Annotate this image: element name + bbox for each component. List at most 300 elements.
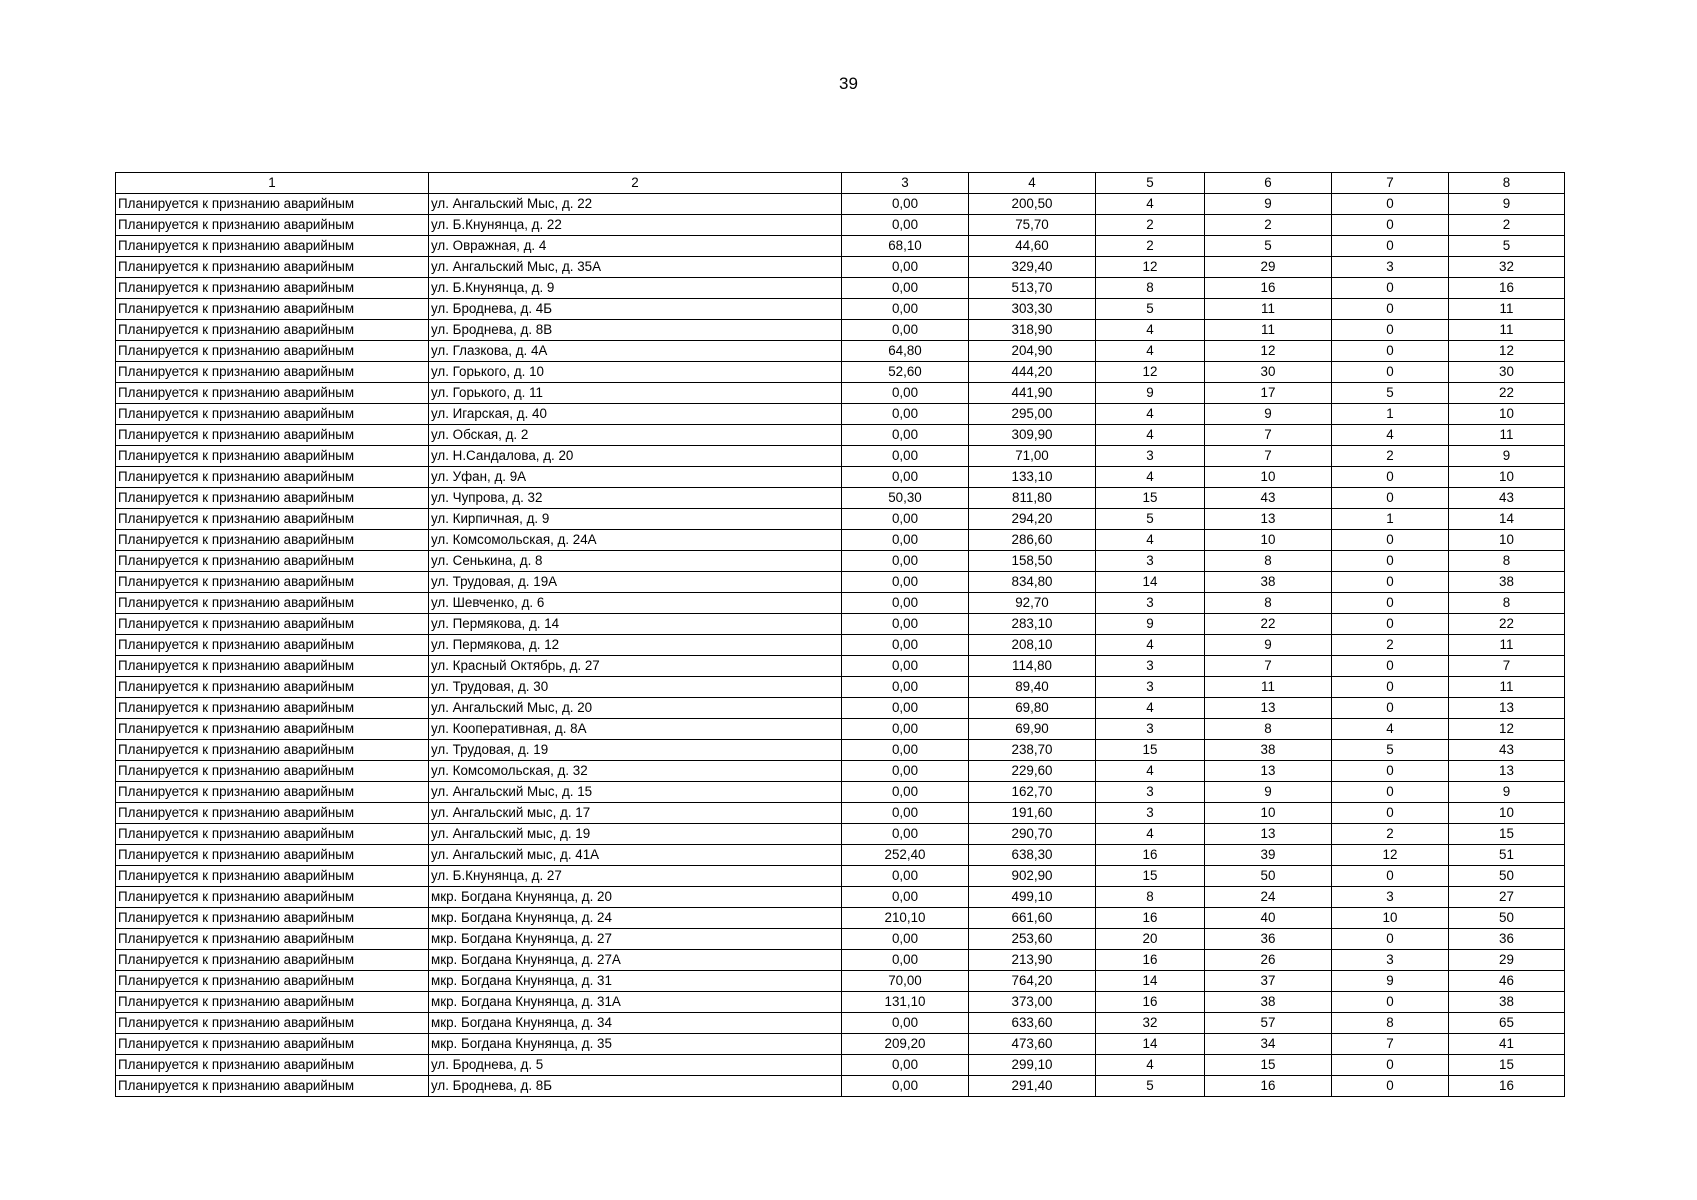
status-cell: Планируется к признанию аварийным	[116, 719, 429, 740]
col3-cell: 0,00	[842, 215, 969, 236]
col6-cell: 40	[1205, 908, 1332, 929]
status-cell: Планируется к признанию аварийным	[116, 404, 429, 425]
address-cell: мкр. Богдана Кнунянца, д. 35	[429, 1034, 842, 1055]
col5-cell: 20	[1096, 929, 1205, 950]
status-cell: Планируется к признанию аварийным	[116, 1055, 429, 1076]
col3-cell: 0,00	[842, 593, 969, 614]
address-cell: ул. Красный Октябрь, д. 27	[429, 656, 842, 677]
total-cell: 11	[1449, 425, 1565, 446]
col3-cell: 0,00	[842, 1013, 969, 1034]
col3-cell: 0,00	[842, 929, 969, 950]
address-cell: ул. Обская, д. 2	[429, 425, 842, 446]
col6-cell: 8	[1205, 593, 1332, 614]
col3-cell: 0,00	[842, 425, 969, 446]
status-cell: Планируется к признанию аварийным	[116, 488, 429, 509]
col7-cell: 0	[1332, 572, 1449, 593]
total-cell: 16	[1449, 1076, 1565, 1097]
col7-cell: 12	[1332, 845, 1449, 866]
table-row	[116, 467, 1565, 488]
address-cell: ул. Шевченко, д. 6	[429, 593, 842, 614]
col6-cell: 15	[1205, 1055, 1332, 1076]
total-cell: 16	[1449, 278, 1565, 299]
col5-cell: 3	[1096, 803, 1205, 824]
column-header-4: 4	[969, 173, 1096, 194]
col6-cell: 10	[1205, 467, 1332, 488]
area-cell: 499,10	[969, 887, 1096, 908]
area-cell: 238,70	[969, 740, 1096, 761]
col5-cell: 9	[1096, 383, 1205, 404]
address-cell: ул. Горького, д. 10	[429, 362, 842, 383]
col6-cell: 34	[1205, 1034, 1332, 1055]
area-cell: 200,50	[969, 194, 1096, 215]
col6-cell: 7	[1205, 656, 1332, 677]
area-cell: 309,90	[969, 425, 1096, 446]
area-cell: 162,70	[969, 782, 1096, 803]
address-cell: ул. Б.Кнунянца, д. 9	[429, 278, 842, 299]
table-row	[116, 761, 1565, 782]
col5-cell: 3	[1096, 593, 1205, 614]
table-row	[116, 509, 1565, 530]
total-cell: 2	[1449, 215, 1565, 236]
total-cell: 22	[1449, 383, 1565, 404]
total-cell: 51	[1449, 845, 1565, 866]
col6-cell: 11	[1205, 677, 1332, 698]
table-row	[116, 320, 1565, 341]
col5-cell: 4	[1096, 404, 1205, 425]
col3-cell: 0,00	[842, 530, 969, 551]
area-cell: 253,60	[969, 929, 1096, 950]
col7-cell: 0	[1332, 866, 1449, 887]
area-cell: 318,90	[969, 320, 1096, 341]
col6-cell: 22	[1205, 614, 1332, 635]
col5-cell: 15	[1096, 740, 1205, 761]
address-cell: ул. Ангальский Мыс, д. 15	[429, 782, 842, 803]
status-cell: Планируется к признанию аварийным	[116, 530, 429, 551]
col7-cell: 0	[1332, 488, 1449, 509]
col7-cell: 0	[1332, 656, 1449, 677]
total-cell: 11	[1449, 677, 1565, 698]
col5-cell: 8	[1096, 278, 1205, 299]
status-cell: Планируется к признанию аварийным	[116, 1013, 429, 1034]
col5-cell: 3	[1096, 446, 1205, 467]
col6-cell: 11	[1205, 299, 1332, 320]
col3-cell: 52,60	[842, 362, 969, 383]
total-cell: 7	[1449, 656, 1565, 677]
col3-cell: 0,00	[842, 1055, 969, 1076]
table-row	[116, 1055, 1565, 1076]
total-cell: 5	[1449, 236, 1565, 257]
area-cell: 69,80	[969, 698, 1096, 719]
address-cell: ул. Ангальский Мыс, д. 22	[429, 194, 842, 215]
address-cell: ул. Ангальский Мыс, д. 35А	[429, 257, 842, 278]
col5-cell: 2	[1096, 215, 1205, 236]
col3-cell: 210,10	[842, 908, 969, 929]
status-cell: Планируется к признанию аварийным	[116, 677, 429, 698]
column-header-2: 2	[429, 173, 842, 194]
total-cell: 50	[1449, 908, 1565, 929]
address-cell: ул. Броднева, д. 4Б	[429, 299, 842, 320]
col6-cell: 8	[1205, 719, 1332, 740]
col5-cell: 8	[1096, 887, 1205, 908]
col3-cell: 0,00	[842, 698, 969, 719]
col7-cell: 0	[1332, 341, 1449, 362]
status-cell: Планируется к признанию аварийным	[116, 908, 429, 929]
table-row	[116, 887, 1565, 908]
table-row	[116, 278, 1565, 299]
address-cell: ул. Пермякова, д. 12	[429, 635, 842, 656]
col5-cell: 16	[1096, 992, 1205, 1013]
total-cell: 8	[1449, 593, 1565, 614]
table-row	[116, 698, 1565, 719]
status-cell: Планируется к признанию аварийным	[116, 509, 429, 530]
table-row	[116, 803, 1565, 824]
total-cell: 27	[1449, 887, 1565, 908]
col7-cell: 2	[1332, 635, 1449, 656]
table-row	[116, 425, 1565, 446]
status-cell: Планируется к признанию аварийным	[116, 383, 429, 404]
area-cell: 89,40	[969, 677, 1096, 698]
col6-cell: 43	[1205, 488, 1332, 509]
status-cell: Планируется к признанию аварийным	[116, 299, 429, 320]
address-cell: ул. Игарская, д. 40	[429, 404, 842, 425]
table-row	[116, 362, 1565, 383]
column-header-6: 6	[1205, 173, 1332, 194]
address-cell: ул. Глазкова, д. 4А	[429, 341, 842, 362]
area-cell: 444,20	[969, 362, 1096, 383]
table-body	[116, 194, 1565, 1097]
address-cell: ул. Кооперативная, д. 8А	[429, 719, 842, 740]
address-cell: мкр. Богдана Кнунянца, д. 34	[429, 1013, 842, 1034]
col3-cell: 0,00	[842, 887, 969, 908]
table-row	[116, 929, 1565, 950]
area-cell: 286,60	[969, 530, 1096, 551]
col7-cell: 0	[1332, 320, 1449, 341]
col3-cell: 0,00	[842, 1076, 969, 1097]
area-cell: 291,40	[969, 1076, 1096, 1097]
table-row	[116, 845, 1565, 866]
col7-cell: 0	[1332, 803, 1449, 824]
area-cell: 373,00	[969, 992, 1096, 1013]
col3-cell: 0,00	[842, 761, 969, 782]
total-cell: 32	[1449, 257, 1565, 278]
col3-cell: 0,00	[842, 824, 969, 845]
col5-cell: 4	[1096, 698, 1205, 719]
col6-cell: 38	[1205, 572, 1332, 593]
address-cell: ул. Броднева, д. 8Б	[429, 1076, 842, 1097]
column-header-8: 8	[1449, 173, 1565, 194]
col5-cell: 12	[1096, 362, 1205, 383]
col7-cell: 10	[1332, 908, 1449, 929]
total-cell: 12	[1449, 719, 1565, 740]
area-cell: 290,70	[969, 824, 1096, 845]
status-cell: Планируется к признанию аварийным	[116, 1076, 429, 1097]
col3-cell: 0,00	[842, 782, 969, 803]
col3-cell: 0,00	[842, 614, 969, 635]
total-cell: 9	[1449, 194, 1565, 215]
status-cell: Планируется к признанию аварийным	[116, 257, 429, 278]
col6-cell: 9	[1205, 782, 1332, 803]
col6-cell: 2	[1205, 215, 1332, 236]
col5-cell: 3	[1096, 551, 1205, 572]
col3-cell: 0,00	[842, 803, 969, 824]
area-cell: 283,10	[969, 614, 1096, 635]
col7-cell: 0	[1332, 215, 1449, 236]
area-cell: 229,60	[969, 761, 1096, 782]
status-cell: Планируется к признанию аварийным	[116, 236, 429, 257]
col5-cell: 3	[1096, 677, 1205, 698]
col5-cell: 2	[1096, 236, 1205, 257]
col3-cell: 0,00	[842, 677, 969, 698]
status-cell: Планируется к признанию аварийным	[116, 698, 429, 719]
address-cell: мкр. Богдана Кнунянца, д. 24	[429, 908, 842, 929]
col6-cell: 16	[1205, 278, 1332, 299]
address-cell: ул. Комсомольская, д. 32	[429, 761, 842, 782]
table-row	[116, 236, 1565, 257]
table-row	[116, 782, 1565, 803]
area-cell: 71,00	[969, 446, 1096, 467]
status-cell: Планируется к признанию аварийным	[116, 194, 429, 215]
status-cell: Планируется к признанию аварийным	[116, 950, 429, 971]
table-row	[116, 404, 1565, 425]
total-cell: 38	[1449, 572, 1565, 593]
col6-cell: 7	[1205, 425, 1332, 446]
address-cell: мкр. Богдана Кнунянца, д. 27	[429, 929, 842, 950]
table-row	[116, 971, 1565, 992]
column-header-7: 7	[1332, 173, 1449, 194]
area-cell: 133,10	[969, 467, 1096, 488]
address-cell: мкр. Богдана Кнунянца, д. 20	[429, 887, 842, 908]
col3-cell: 131,10	[842, 992, 969, 1013]
col7-cell: 5	[1332, 383, 1449, 404]
total-cell: 29	[1449, 950, 1565, 971]
status-cell: Планируется к признанию аварийным	[116, 782, 429, 803]
col5-cell: 15	[1096, 488, 1205, 509]
table-row	[116, 635, 1565, 656]
total-cell: 10	[1449, 530, 1565, 551]
col6-cell: 39	[1205, 845, 1332, 866]
area-cell: 114,80	[969, 656, 1096, 677]
area-cell: 204,90	[969, 341, 1096, 362]
table-row	[116, 677, 1565, 698]
col5-cell: 9	[1096, 614, 1205, 635]
address-cell: ул. Трудовая, д. 19	[429, 740, 842, 761]
area-cell: 158,50	[969, 551, 1096, 572]
col6-cell: 10	[1205, 803, 1332, 824]
col3-cell: 0,00	[842, 551, 969, 572]
area-cell: 638,30	[969, 845, 1096, 866]
address-cell: мкр. Богдана Кнунянца, д. 31	[429, 971, 842, 992]
address-cell: ул. Овражная, д. 4	[429, 236, 842, 257]
col6-cell: 29	[1205, 257, 1332, 278]
table-row	[116, 593, 1565, 614]
col6-cell: 11	[1205, 320, 1332, 341]
col3-cell: 0,00	[842, 446, 969, 467]
total-cell: 10	[1449, 467, 1565, 488]
status-cell: Планируется к признанию аварийным	[116, 593, 429, 614]
total-cell: 15	[1449, 824, 1565, 845]
status-cell: Планируется к признанию аварийным	[116, 341, 429, 362]
col5-cell: 4	[1096, 1055, 1205, 1076]
address-cell: мкр. Богдана Кнунянца, д. 31А	[429, 992, 842, 1013]
col3-cell: 0,00	[842, 467, 969, 488]
total-cell: 11	[1449, 299, 1565, 320]
col7-cell: 4	[1332, 719, 1449, 740]
table-row	[116, 572, 1565, 593]
status-cell: Планируется к признанию аварийным	[116, 320, 429, 341]
col3-cell: 209,20	[842, 1034, 969, 1055]
col5-cell: 4	[1096, 425, 1205, 446]
table-row	[116, 530, 1565, 551]
address-cell: ул. Ангальский Мыс, д. 20	[429, 698, 842, 719]
address-cell: ул. Уфан, д. 9А	[429, 467, 842, 488]
col3-cell: 0,00	[842, 383, 969, 404]
housing-table	[115, 172, 1565, 1097]
area-cell: 633,60	[969, 1013, 1096, 1034]
col3-cell: 0,00	[842, 950, 969, 971]
status-cell: Планируется к признанию аварийным	[116, 971, 429, 992]
col7-cell: 1	[1332, 404, 1449, 425]
table-row	[116, 908, 1565, 929]
column-header-1: 1	[116, 173, 429, 194]
table-row	[116, 992, 1565, 1013]
col7-cell: 0	[1332, 992, 1449, 1013]
total-cell: 8	[1449, 551, 1565, 572]
table-row	[116, 341, 1565, 362]
status-cell: Планируется к признанию аварийным	[116, 887, 429, 908]
address-cell: ул. Пермякова, д. 14	[429, 614, 842, 635]
area-cell: 191,60	[969, 803, 1096, 824]
status-cell: Планируется к признанию аварийным	[116, 845, 429, 866]
address-cell: ул. Ангальский мыс, д. 17	[429, 803, 842, 824]
total-cell: 9	[1449, 782, 1565, 803]
col5-cell: 16	[1096, 908, 1205, 929]
address-cell: ул. Б.Кнунянца, д. 22	[429, 215, 842, 236]
col7-cell: 9	[1332, 971, 1449, 992]
total-cell: 41	[1449, 1034, 1565, 1055]
col3-cell: 0,00	[842, 257, 969, 278]
total-cell: 15	[1449, 1055, 1565, 1076]
status-cell: Планируется к признанию аварийным	[116, 992, 429, 1013]
address-cell: ул. Броднева, д. 8В	[429, 320, 842, 341]
col6-cell: 24	[1205, 887, 1332, 908]
col5-cell: 3	[1096, 656, 1205, 677]
col3-cell: 68,10	[842, 236, 969, 257]
address-cell: ул. Трудовая, д. 30	[429, 677, 842, 698]
total-cell: 12	[1449, 341, 1565, 362]
status-cell: Планируется к признанию аварийным	[116, 425, 429, 446]
col7-cell: 8	[1332, 1013, 1449, 1034]
col7-cell: 7	[1332, 1034, 1449, 1055]
col6-cell: 13	[1205, 761, 1332, 782]
table-row	[116, 194, 1565, 215]
status-cell: Планируется к признанию аварийным	[116, 761, 429, 782]
table-row	[116, 1034, 1565, 1055]
area-cell: 295,00	[969, 404, 1096, 425]
col7-cell: 0	[1332, 299, 1449, 320]
address-cell: ул. Н.Сандалова, д. 20	[429, 446, 842, 467]
col6-cell: 26	[1205, 950, 1332, 971]
area-cell: 473,60	[969, 1034, 1096, 1055]
col6-cell: 30	[1205, 362, 1332, 383]
address-cell: ул. Трудовая, д. 19А	[429, 572, 842, 593]
status-cell: Планируется к признанию аварийным	[116, 551, 429, 572]
header-row	[116, 173, 1565, 194]
area-cell: 44,60	[969, 236, 1096, 257]
col7-cell: 5	[1332, 740, 1449, 761]
total-cell: 22	[1449, 614, 1565, 635]
address-cell: мкр. Богдана Кнунянца, д. 27А	[429, 950, 842, 971]
area-cell: 213,90	[969, 950, 1096, 971]
status-cell: Планируется к признанию аварийным	[116, 929, 429, 950]
col5-cell: 15	[1096, 866, 1205, 887]
col7-cell: 3	[1332, 257, 1449, 278]
col3-cell: 0,00	[842, 299, 969, 320]
total-cell: 38	[1449, 992, 1565, 1013]
col7-cell: 3	[1332, 887, 1449, 908]
area-cell: 834,80	[969, 572, 1096, 593]
col7-cell: 0	[1332, 1076, 1449, 1097]
col7-cell: 0	[1332, 467, 1449, 488]
table-row	[116, 215, 1565, 236]
area-cell: 208,10	[969, 635, 1096, 656]
status-cell: Планируется к признанию аварийным	[116, 278, 429, 299]
total-cell: 10	[1449, 404, 1565, 425]
total-cell: 65	[1449, 1013, 1565, 1034]
area-cell: 661,60	[969, 908, 1096, 929]
area-cell: 329,40	[969, 257, 1096, 278]
status-cell: Планируется к признанию аварийным	[116, 215, 429, 236]
table-row	[116, 740, 1565, 761]
col7-cell: 0	[1332, 1055, 1449, 1076]
col5-cell: 14	[1096, 572, 1205, 593]
col3-cell: 0,00	[842, 320, 969, 341]
col3-cell: 0,00	[842, 194, 969, 215]
col5-cell: 4	[1096, 824, 1205, 845]
area-cell: 764,20	[969, 971, 1096, 992]
status-cell: Планируется к признанию аварийным	[116, 572, 429, 593]
status-cell: Планируется к признанию аварийным	[116, 656, 429, 677]
area-cell: 303,30	[969, 299, 1096, 320]
address-cell: ул. Чупрова, д. 32	[429, 488, 842, 509]
col3-cell: 252,40	[842, 845, 969, 866]
col7-cell: 1	[1332, 509, 1449, 530]
total-cell: 10	[1449, 803, 1565, 824]
total-cell: 43	[1449, 740, 1565, 761]
col5-cell: 3	[1096, 782, 1205, 803]
col6-cell: 9	[1205, 404, 1332, 425]
total-cell: 46	[1449, 971, 1565, 992]
address-cell: ул. Кирпичная, д. 9	[429, 509, 842, 530]
total-cell: 11	[1449, 320, 1565, 341]
address-cell: ул. Ангальский мыс, д. 19	[429, 824, 842, 845]
col6-cell: 17	[1205, 383, 1332, 404]
status-cell: Планируется к признанию аварийным	[116, 824, 429, 845]
col6-cell: 50	[1205, 866, 1332, 887]
table-row	[116, 866, 1565, 887]
col7-cell: 4	[1332, 425, 1449, 446]
col6-cell: 7	[1205, 446, 1332, 467]
area-cell: 69,90	[969, 719, 1096, 740]
col5-cell: 4	[1096, 194, 1205, 215]
col6-cell: 38	[1205, 992, 1332, 1013]
col5-cell: 3	[1096, 719, 1205, 740]
address-cell: ул. Горького, д. 11	[429, 383, 842, 404]
col3-cell: 0,00	[842, 635, 969, 656]
area-cell: 75,70	[969, 215, 1096, 236]
col3-cell: 0,00	[842, 509, 969, 530]
total-cell: 30	[1449, 362, 1565, 383]
col7-cell: 2	[1332, 824, 1449, 845]
